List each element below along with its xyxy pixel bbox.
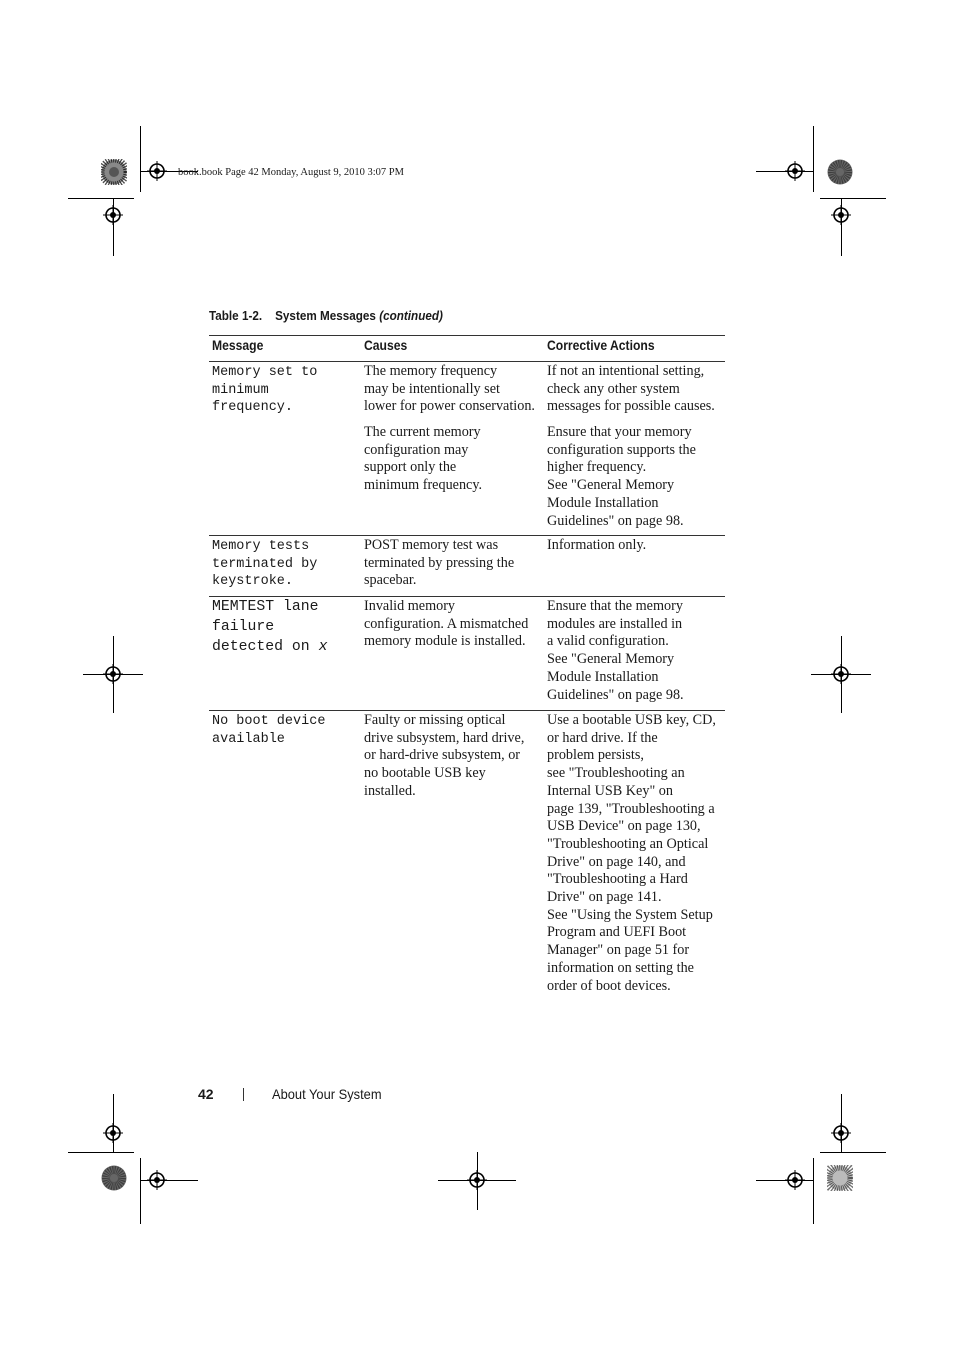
table-row-cause: Faulty or missing optical drive subsystem, hard drive, or hard-drive subsystem, or no bootable USB key installed.: [364, 712, 525, 799]
registration-mark-icon: [103, 205, 123, 225]
table-row-cause: POST memory test was terminated by pressing the spacebar.: [364, 537, 515, 589]
column-header-message: Message: [212, 338, 264, 353]
print-header-stamp: book.book Page 42 Monday, August 9, 2010 3:07 PM: [178, 167, 404, 178]
table-caption-label: Table 1-2.: [209, 308, 263, 323]
footer-separator: [243, 1088, 244, 1101]
column-header-causes: Causes: [364, 338, 408, 353]
table-row-message: No boot device available: [212, 714, 326, 747]
table-row-action: Ensure that your memory configuration supports the higher frequency. See "General Memory Module Installation Guidelines" on page 98.: [547, 424, 696, 529]
table-caption: [209, 308, 443, 323]
registration-mark-icon: [831, 664, 851, 684]
starburst-disc-icon: [101, 1165, 127, 1191]
registration-mark-icon: [147, 1170, 167, 1190]
registration-mark-icon: [831, 205, 851, 225]
registration-mark-icon: [831, 1123, 851, 1143]
registration-mark-icon: [103, 664, 123, 684]
page-number: 42: [198, 1086, 214, 1102]
table-row-message: MEMTEST lane failure detected on x: [212, 599, 328, 655]
footer-section-title: About Your System: [272, 1086, 382, 1102]
variable-placeholder: x: [318, 638, 328, 655]
table-row-message: Memory set to minimum frequency.: [212, 365, 318, 416]
registration-mark-icon: [467, 1170, 487, 1190]
registration-mark-icon: [785, 1170, 805, 1190]
registration-mark-icon: [147, 161, 167, 181]
table-row-cause: The memory frequency may be intentionally set lower for power conservation.: [364, 363, 535, 415]
table-row-action: Use a bootable USB key, CD, or hard drive. If the problem persists, see "Troubleshooting an Internal USB Key" on page 139, "Troubleshooting a USB Device" on page 130, "Troubleshooting an Optical Drive" on page 140, and "Troubleshooting a Hard Drive" on page 141. See "Using the System Setup Program and UEFI Boot Manager" on page 51 for information on setting the order of boot devices.: [547, 712, 716, 994]
registration-mark-icon: [785, 161, 805, 181]
registration-mark-icon: [103, 1123, 123, 1143]
table-row-cause: Invalid memory configuration. A mismatched memory module is installed.: [364, 598, 529, 650]
table-row-message: Memory tests terminated by keystroke.: [212, 539, 318, 590]
table-caption-continued: (continued): [379, 308, 443, 323]
table-row-action: Ensure that the memory modules are installed in a valid configuration. See "General Memory Module Installation Guidelines" on page 98.: [547, 598, 684, 703]
column-header-actions: Corrective Actions: [547, 338, 655, 353]
table-row-action: Information only.: [547, 537, 647, 553]
table-row-cause: The current memory configuration may support only the minimum frequency.: [364, 424, 483, 494]
table-row-action: If not an intentional setting, check any other system messages for possible causes.: [547, 363, 715, 415]
table-caption-title: System Messages: [275, 308, 376, 323]
color-bar-disc-icon: [827, 1165, 853, 1191]
starburst-disc-icon: [827, 159, 853, 185]
color-bar-disc-icon: [101, 159, 127, 185]
